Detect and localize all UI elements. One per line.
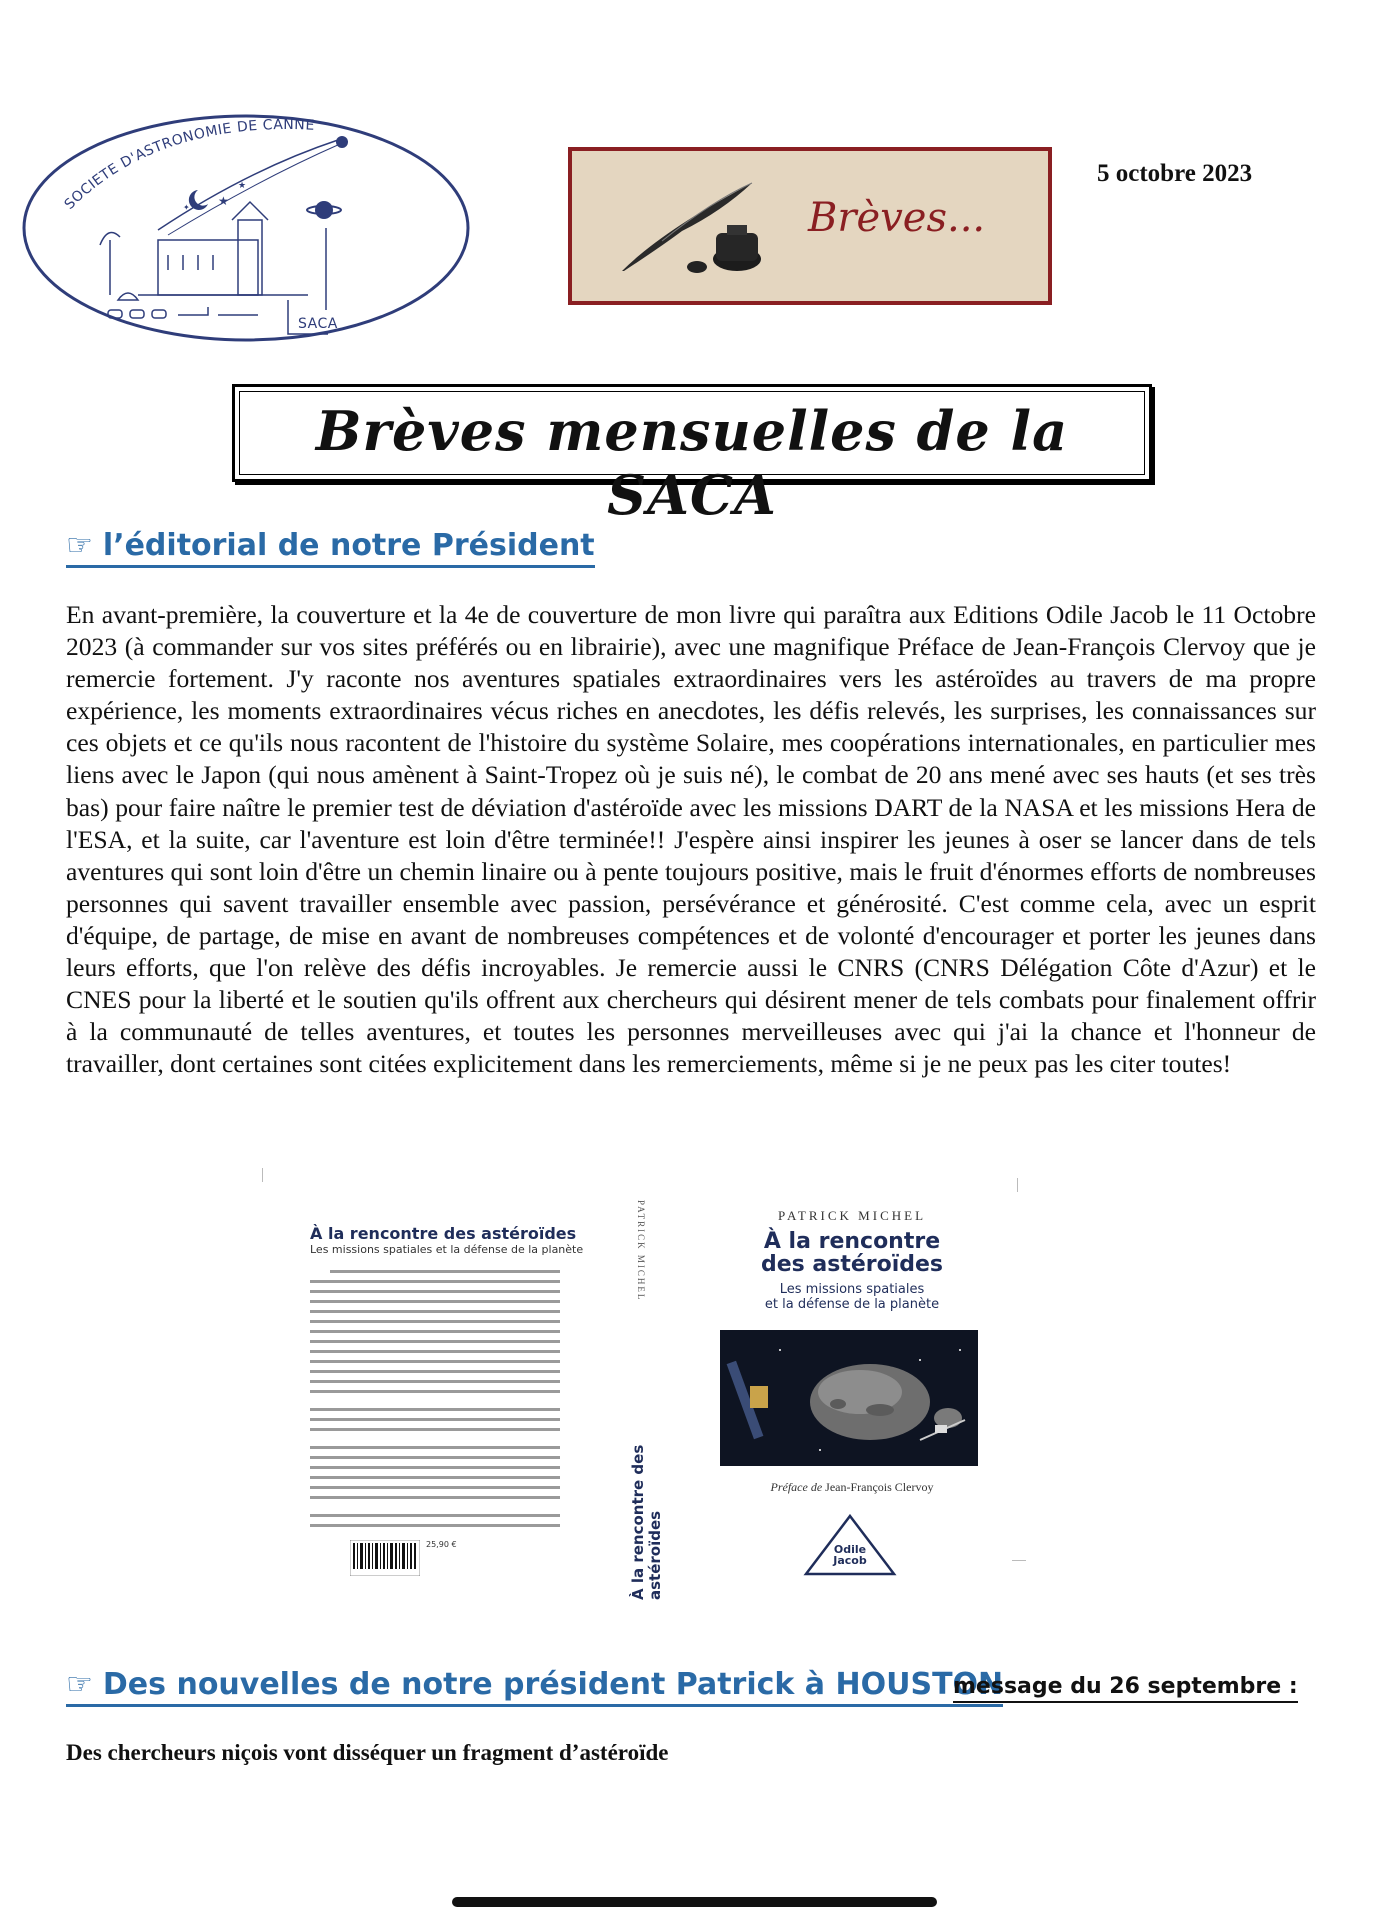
issue-date: 5 octobre 2023 (1097, 160, 1253, 187)
publisher-logo (802, 1512, 898, 1578)
book-spine (622, 1170, 682, 1600)
front-cover-subtitle (682, 1282, 1022, 1312)
book-cover-image (262, 1160, 1042, 1610)
svg-text:★: ★ (218, 194, 229, 208)
spine-author: PATRICK MICHEL (636, 1200, 646, 1302)
front-title-line1: À la rencontre (763, 1229, 941, 1254)
svg-text:★: ★ (238, 180, 247, 190)
pointing-hand-icon: ☞ (66, 1667, 93, 1702)
publisher-line1: Odile (833, 1543, 867, 1556)
preface-name: Jean-François Clervoy (825, 1480, 934, 1494)
front-cover-author: PATRICK MICHEL (777, 1208, 927, 1223)
pointing-hand-icon: ☞ (66, 528, 93, 563)
banner-title: Brèves... (808, 195, 986, 241)
preface-label: Préface de (770, 1480, 823, 1494)
article-headline: Des chercheurs niçois vont disséquer un fragment d’astéroïde (66, 1740, 669, 1765)
editorial-text: En avant-première, la couverture et la 4e de couverture de mon livre qui paraîtra aux Editions Odile Jacob le 11 Octobre 2023 (à commander sur vos sites préférés ou en librairie), avec une magnifique Préface de Jean-François Clervoy que je remercie fortement. J'y raconte nos aventures spatiales extraordinaires vers les astéroïdes au travers de ma propre expérience, les moments extraordinaires vécus riches en anecdotes, les défis relevés, les surprises, les connaissances sur ces objets et ce qu'ils nous racontent de l'histoire du système Solaire, mes coopérations internationales, en particulier mes liens avec le Japon (qui nous amènent à Saint-Tropez où je suis né), le combat de 20 ans mené avec ses hauts (et ses très bas) pour faire naître le premier test de déviation d'astéroïde avec les missions DART de la NASA et les missions Hera de l'ESA, et la suite, car l'aventure est loin d'être terminée!! J'espère ainsi inspirer les jeunes à oser se lancer dans de tels aventures qui sont loin d'être un chemin linaire ou à pente toujours positive, mais le fruit d'énormes efforts de nombreuses personnes qui savent travailler ensemble avec passion, persévérance et générosité. C'est comme cela, avec un esprit d'équipe, de partage, de mise en avant de nombreuses compétences et de volonté d'encourager et porter les jeunes dans leurs efforts, que l'on relève des défis incroyables. Je remercie aussi le CNRS (CNRS Délégation Côte d'Azur) et le CNES pour la liberté et le soutien qu'ils offrent aux chercheurs qui désirent mener de tels combats pour finalement offrir à la communauté de telles aventures, et toutes les personnes merveilleuses avec qui j'ai la chance et l'honneur de travailler, dont certaines sont citées explicitement dans les remerciements, même si je ne peux pas les citer toutes! (66, 600, 1316, 1079)
front-title-line2: des astéroïdes (760, 1252, 944, 1277)
asteroid-spacecraft-illustration (720, 1330, 978, 1466)
back-cover-subtitle: Les missions spatiales et la défense de la planète (310, 1243, 584, 1256)
book-price: 25,90 € (426, 1540, 457, 1549)
back-cover-title: À la rencontre des astéroïdes (310, 1224, 577, 1243)
book-back-cover (270, 1190, 620, 1580)
logo-org-name: SOCIETE D'ASTRONOMIE DE CANNE (61, 116, 316, 213)
barcode-icon (350, 1540, 420, 1576)
section-houston-heading-text: Des nouvelles de notre président Patrick à HOUSTON (102, 1667, 1004, 1702)
front-cover-title (682, 1230, 1022, 1276)
front-cover-preface (682, 1480, 1022, 1495)
main-title-frame (232, 384, 1152, 527)
quill-inkwell-icon (602, 171, 802, 281)
book-front-cover (682, 1180, 1022, 1600)
home-indicator[interactable] (452, 1897, 937, 1907)
section-houston-heading (66, 1667, 1003, 1707)
logo-abbreviation: SACA (298, 316, 338, 332)
spine-title: À la rencontre des astéroïdes (629, 1444, 664, 1600)
section-editorial-heading-text: l’éditorial de notre Président (102, 528, 595, 563)
svg-text:✦: ✦ (183, 203, 190, 212)
message-date-label: message du 26 septembre : (953, 1674, 1298, 1703)
section-editorial-heading (66, 528, 595, 568)
saca-logo (18, 110, 474, 346)
front-subtitle-line1: Les missions spatiales (779, 1282, 925, 1297)
front-subtitle-line2: et la défense de la planète (764, 1297, 940, 1312)
publisher-line2: Jacob (833, 1554, 867, 1567)
breves-banner (568, 147, 1052, 305)
main-title: Brèves mensuelles de la SACA (315, 399, 1069, 527)
